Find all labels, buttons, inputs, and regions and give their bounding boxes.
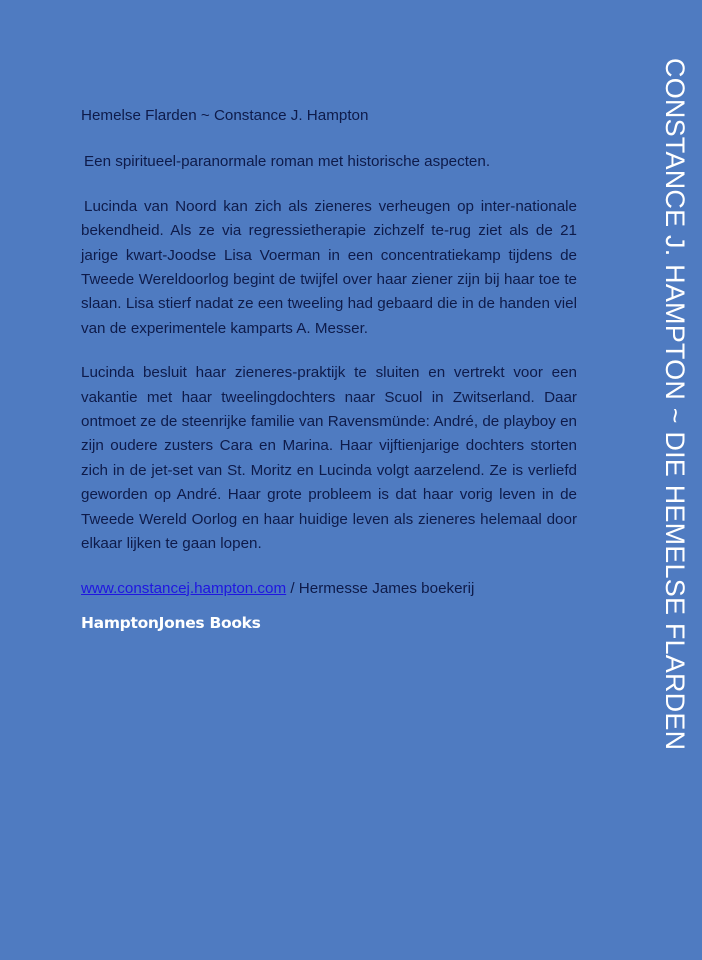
synopsis-paragraph-1: Lucinda van Noord kan zich als zieneres verheugen op inter-nationale bekendheid. Als ze via regressietherapie zichzelf te-rug ziet als de 21 jarige kwart-Joodse Lisa Voerman in een concentratiekamp tijdens de Tweede Wereldoorlog begint de twijfel over haar ziener zijn bij haar toe te slaan. Lisa stierf nadat ze een tweeling had gebaard die in de handen viel van de experimentele kamparts A. Messer. [81,197,577,337]
website-link[interactable]: www.constancej.hampton.com [81,579,287,597]
book-subtitle: Een spiritueel-paranormale roman met historische aspecten. [84,153,491,171]
back-cover-text [81,104,577,635]
synopsis-paragraph-2: Lucinda besluit haar zieneres-praktijk te sluiten en vertrekt voor een vakantie met haar tweelingdochters naar Scuol in Zwitserland. Daar ontmoet ze de steenrijke familie van Ravensmünde: André, de playboy en zijn oudere zusters Cara en Marina. Haar vijftienjarige dochters storten zich in de jet-set van St. Moritz en Lucinda volgt aarzelend. Ze is verliefd geworden op André. Haar grote probleem is dat haar vorig leven in de Tweede Wereld Oorlog en haar huidige leven als zieneres helemaal door elkaar lijken te gaan lopen. [81,364,577,553]
publisher-name: HamptonJones Books [81,613,261,632]
book-title-author: Hemelse Flarden ~ Constance J. Hampton [81,107,369,124]
website-line [81,577,577,601]
spine-title: CONSTANCE J. HAMPTON ~ DIE HEMELSE FLARDEN [660,58,690,751]
boekerij-label: / Hermesse James boekerij [286,579,475,597]
